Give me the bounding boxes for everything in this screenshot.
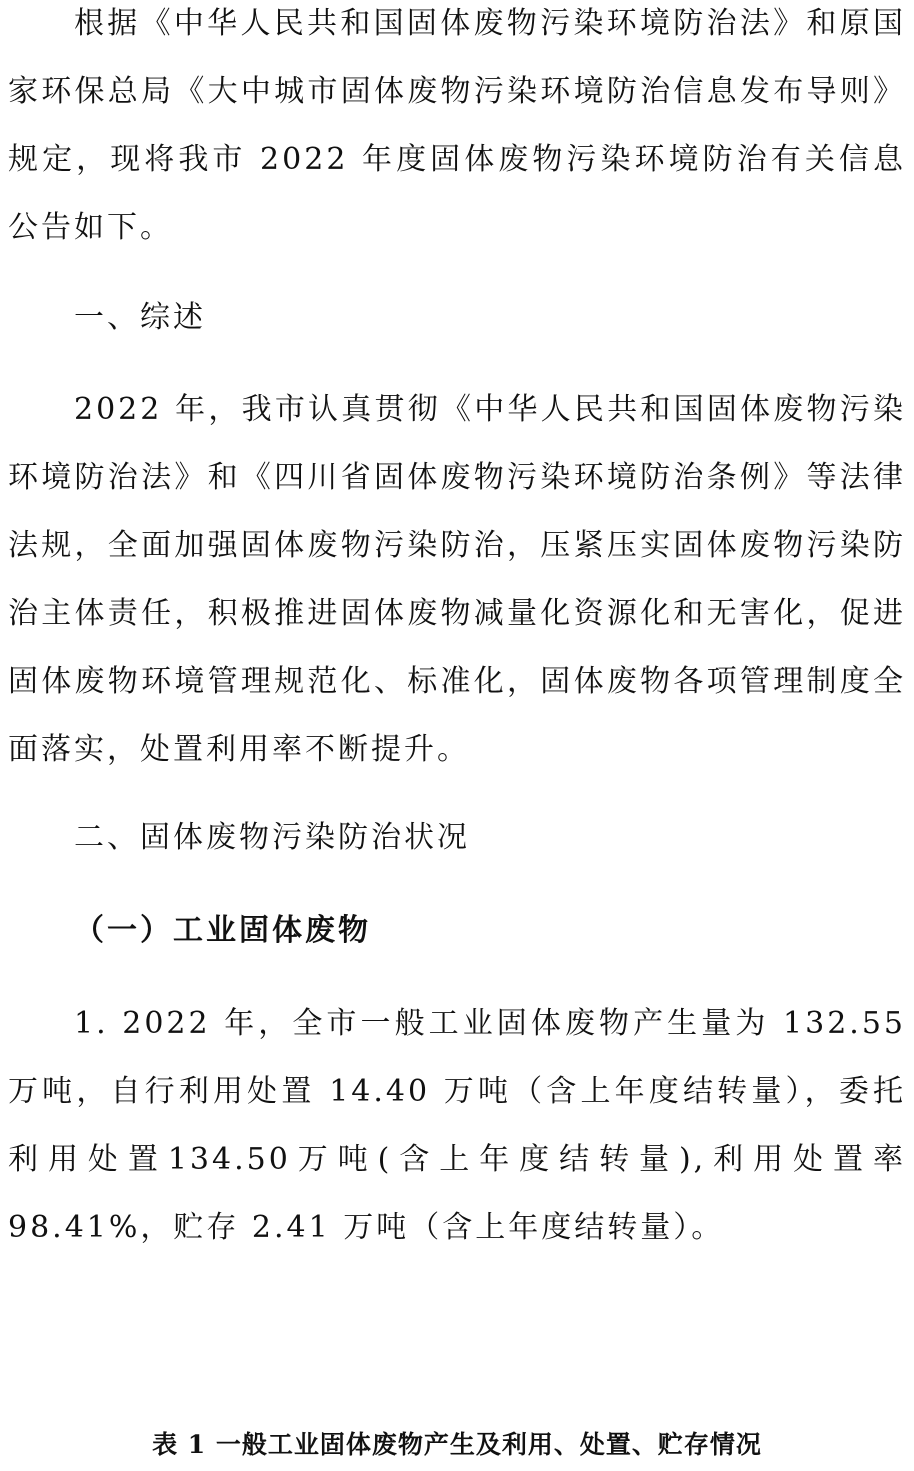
industrial-waste-paragraph: 1. 2022 年，全市一般工业固体废物产生量为 132.55 万吨，自行利用处置 14.40 万吨（含上年度结转量），委托利用处置134.50万吨(含上年度结转量),利用处置率98.41%，贮存 2.41 万吨（含上年度结转量）。 [8,1006,906,1245]
table-caption: 表 1 一般工业固体废物产生及利用、处置、贮存情况 [152,1430,762,1459]
intro-paragraph: 根据《中华人民共和国固体废物污染环境防治法》和原国家环保总局《大中城市固体废物污染环境防治信息发布导则》规定，现将我市 2022 年度固体废物污染环境防治有关信息公告如下。 [8,6,906,245]
section-heading-overview: 一、综述 [74,300,206,335]
overview-paragraph: 2022 年，我市认真贯彻《中华人民共和国固体废物污染环境防治法》和《四川省固体废物污染环境防治条例》等法律法规，全面加强固体废物污染防治，压紧压实固体废物污染防治主体责任，积极推进固体废物减量化资源化和无害化，促进固体废物环境管理规范化、标准化，固体废物各项管理制度全面落实，处置利用率不断提升。 [8,392,906,767]
subheading-industrial-solid-waste: （一）工业固体废物 [74,913,371,948]
section-heading-solid-waste-status: 二、固体废物污染防治状况 [74,820,470,855]
